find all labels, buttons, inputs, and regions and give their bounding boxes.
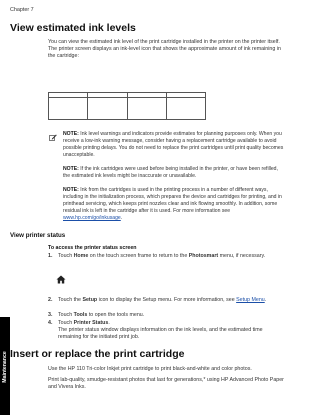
step-text-bold: Setup <box>82 297 98 303</box>
step-text <box>58 320 284 341</box>
step-4 <box>48 320 284 341</box>
inkusage-link[interactable]: www.hp.com/go/inkusage <box>63 214 121 221</box>
side-tab-label: Maintenance <box>2 351 8 383</box>
note-text: Ink from the cartridges is used in the printing process in a number of different ways, including in the initialization process, which prepares the device and cartridges for printing, and in printhead servicing, which keeps print nozzles clear and ink flowing smoothly. In addition, some residual ink is left in the cartridge after it is used. For more information see <box>63 187 282 214</box>
table-cell <box>127 98 166 120</box>
table-cell <box>49 98 88 120</box>
procedure-title: To access the printer status screen <box>48 245 137 251</box>
section-title-ink-levels: View estimated ink levels <box>10 22 136 34</box>
step-text <box>58 312 284 319</box>
chapter-header: Chapter 7 <box>10 7 34 13</box>
step-2 <box>48 297 284 304</box>
step-text-part: Touch the <box>58 297 83 303</box>
step-text-part: Touch <box>58 320 74 326</box>
maintenance-side-tab <box>0 317 10 415</box>
table-cell <box>88 98 127 120</box>
step-text-part: . <box>264 297 267 303</box>
note-ink-usage <box>63 187 285 222</box>
step-text-part: menu, if necessary. <box>218 253 266 259</box>
step-text-part: to open the tools menu. <box>87 312 145 318</box>
note-text: Ink level warnings and indicators provide estimates for planning purposes only. When you receive a low-ink warning message, consider having a replacement cartridge available to avoid possible printing delays. You do not need to replace the print cartridges until print quality becomes unacceptable. <box>63 131 284 158</box>
step-number: 1. <box>48 253 53 259</box>
insert-cartridge-p1: Use the HP 110 Tri-color Inkjet print cartridge to print black-and-white and color photos. <box>48 366 252 372</box>
note-ink-warnings <box>63 131 285 159</box>
step-text-part: icon to display the Setup menu. For more information, see <box>97 297 237 303</box>
ink-levels-intro <box>48 39 284 60</box>
note-pencil-icon <box>49 134 57 141</box>
step-text-bold: Tools <box>73 312 88 318</box>
step-text-part: Touch <box>58 312 74 318</box>
ink-level-icon-table <box>48 92 206 120</box>
note-label: NOTE: <box>63 187 79 193</box>
step-text-bold: Photosmart <box>188 253 219 259</box>
step-text-part: on the touch screen frame to return to the <box>88 253 189 259</box>
note-label: NOTE: <box>63 131 79 137</box>
section-title-printer-status: View printer status <box>10 232 66 239</box>
insert-cartridge-text <box>48 366 284 391</box>
step-text-bold: Home <box>73 253 89 259</box>
step-text <box>58 297 284 304</box>
home-icon <box>56 275 66 284</box>
step-text-part: . <box>108 320 110 326</box>
section-title-insert-cartridge: Insert or replace the print cartridge <box>10 348 185 360</box>
step-extra-text: The printer status window displays information on the ink levels, and the estimated time remaining for the initiated print job. <box>58 327 263 341</box>
step-number: 2. <box>48 297 53 303</box>
step-1 <box>48 253 284 260</box>
step-text-bold: Printer Status <box>73 320 109 326</box>
note-end: . <box>120 214 123 221</box>
note-text: If the ink cartridges were used before being installed in the printer, or have been refilled, the estimated ink levels might be inaccurate or unavailable. <box>63 166 278 179</box>
step-3 <box>48 312 284 319</box>
step-number: 3. <box>48 312 53 318</box>
note-label: NOTE: <box>63 166 79 172</box>
ink-levels-intro-text: You can view the estimated ink level of the print cartridge installed in the printer on the printer itself. The printer screen displays an ink-level icon that shows the approximate amount of ink remaining in the cartridge: <box>48 39 281 60</box>
step-number: 4. <box>48 320 53 326</box>
step-text <box>58 253 284 260</box>
setup-menu-link[interactable]: Setup Menu <box>236 297 265 303</box>
note-refilled-cartridges <box>63 166 285 180</box>
insert-cartridge-p2: Print lab-quality, smudge-resistant photos that last for generations,* using HP Advanced Photo Paper and Vivera Inks. <box>48 377 284 391</box>
table-cell <box>166 98 205 120</box>
step-text-part: Touch <box>58 253 74 259</box>
